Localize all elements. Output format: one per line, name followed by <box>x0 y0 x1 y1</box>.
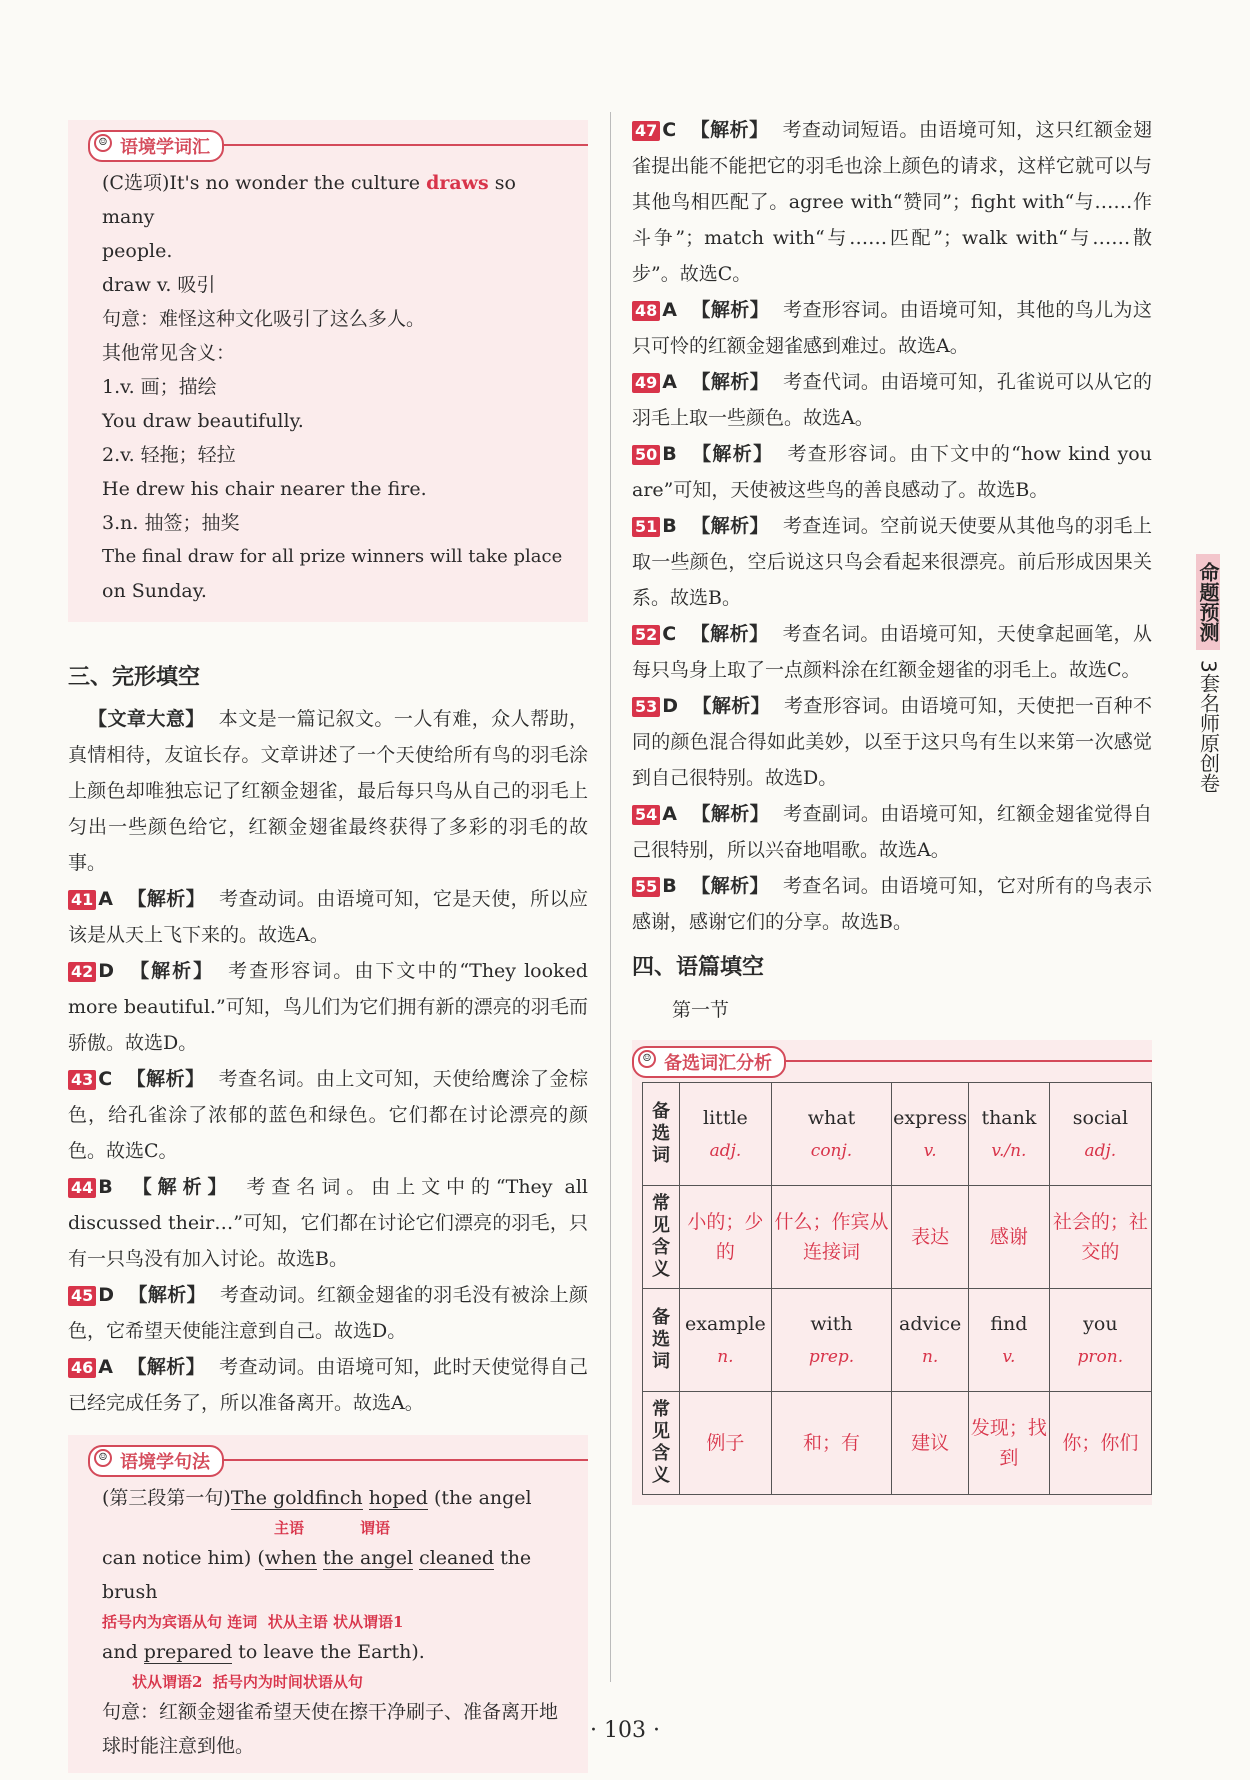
answer-item <box>68 1277 588 1349</box>
grammar-box-header <box>68 1445 574 1475</box>
vocab-line: draw v. 吸引 <box>102 274 216 296</box>
teacher-face-icon: ☺ <box>638 1050 656 1068</box>
answer-item <box>632 364 1152 436</box>
side-tab <box>1186 554 1230 803</box>
answer-letter: B <box>662 443 677 465</box>
analysis-text: 考查形容词。由下文中的“how kind you are”可知，天使被这些鸟的善良感动了。故选B。 <box>632 443 1152 501</box>
answer-letter: A <box>662 299 677 321</box>
meaning-cell: 发现；找到 <box>969 1392 1050 1495</box>
answer-item <box>632 436 1152 508</box>
analysis-text: 考查名词。由上文中的“They all discussed their…”可知，它们都在讨论它们漂亮的羽毛，只有一只鸟没有加入讨论。故选B。 <box>68 1176 588 1270</box>
row-label: 备选词 <box>643 1083 680 1186</box>
answer-letter: D <box>98 1284 115 1306</box>
meaning-cell: 社会的；社交的 <box>1049 1186 1151 1289</box>
analysis-text: 考查形容词。由下文中的“They looked more beautiful.”可知，鸟儿们为它们拥有新的漂亮的羽毛而骄傲。故选D。 <box>68 960 588 1054</box>
meaning-cell: 小的；少的 <box>680 1186 772 1289</box>
answer-item <box>68 1169 588 1277</box>
question-number: 46 <box>68 1358 96 1378</box>
answer-letter: D <box>662 695 679 717</box>
answer-letter: B <box>662 515 677 537</box>
question-number: 53 <box>632 697 660 717</box>
analysis-tag: 【解析】 <box>690 515 769 537</box>
question-number: 51 <box>632 517 660 537</box>
answer-letter: A <box>98 1356 113 1378</box>
grammar-meaning: 句意：红额金翅雀希望天使在擦干净刷子、准备离开地球时能注意到他。 <box>102 1701 559 1757</box>
analysis-tag: 【解析】 <box>692 695 770 717</box>
analysis-text: 考查形容词。由语境可知，天使把一百种不同的颜色混合得如此美妙，以至于这只鸟有生以来第一次感觉到自己很特别。故选D。 <box>632 695 1152 789</box>
grammar-anno-2: 括号内为宾语从句 连词 状从主语 状从谓语1 <box>102 1613 404 1631</box>
teacher-face-icon: ☺ <box>94 134 112 152</box>
question-number: 48 <box>632 301 660 321</box>
analysis-tag: 【解析】 <box>128 1284 206 1306</box>
table-row <box>643 1186 1152 1289</box>
analysis-tag: 【解析】 <box>690 803 770 825</box>
analysis-tag: 【解析】 <box>690 875 769 897</box>
vocab-line: 1.v. 画；描绘 <box>102 376 217 398</box>
meaning-cell: 表达 <box>892 1186 969 1289</box>
answer-item <box>68 881 588 953</box>
section-title-passage: 四、语篇填空 <box>632 955 765 980</box>
table-row <box>643 1392 1152 1495</box>
row-label: 常见含义 <box>643 1186 680 1289</box>
analysis-text: 考查名词。由语境可知，天使拿起画笔，从每只鸟身上取了一点颜料涂在红额金翅雀的羽毛上。故选C。 <box>632 623 1152 681</box>
answer-item <box>68 1061 588 1169</box>
grammar-line-3: and prepared to leave the Earth). <box>102 1641 425 1663</box>
vocab-box-title: 语境学词汇 <box>88 130 224 162</box>
analysis-tag: 【解析】 <box>690 623 769 645</box>
analysis-tag: 【解析】 <box>126 1176 233 1198</box>
vocab-line: You draw beautifully. <box>102 410 304 432</box>
answer-item <box>68 1349 588 1421</box>
question-number: 41 <box>68 890 96 910</box>
question-number: 43 <box>68 1070 96 1090</box>
analysis-text: 考查代词。由语境可知，孔雀说可以从它的羽毛上取一些颜色。故选A。 <box>632 371 1152 429</box>
answer-letter: C <box>662 623 677 645</box>
side-tab-top: 命题预测 <box>1196 554 1220 650</box>
vocab-line: (C选项)It's no wonder the culture draws so many <box>102 172 516 228</box>
analysis-tag: 【解析】 <box>126 888 206 910</box>
analysis-tag: 【解析】 <box>126 1356 206 1378</box>
answer-letter: D <box>98 960 115 982</box>
analysis-text: 考查副词。由语境可知，红额金翅雀觉得自己很特别，所以兴奋地唱歌。故选A。 <box>632 803 1152 861</box>
answer-letter: A <box>98 888 113 910</box>
meaning-cell: 你；你们 <box>1049 1392 1151 1495</box>
grammar-line-1: (第三段第一句)The goldfinch hoped (the angel <box>102 1487 532 1509</box>
answer-item <box>632 688 1152 796</box>
vocab-line: 3.n. 抽签；抽奖 <box>102 512 240 534</box>
summary-paragraph: 【文章大意】 本文是一篇记叙文。一人有难，众人帮助，真情相待，友谊长存。文章讲述了一个天使给所有鸟的羽毛涂上颜色却唯独忘记了红额金翅雀，最后每只鸟从自己的羽毛上匀出一些颜色给它，红额金翅雀最终获得了多彩的羽毛的故事。 <box>68 708 588 874</box>
subsection-title: 第一节 <box>672 999 730 1021</box>
vocab-line: The final draw for all prize winners will take place <box>102 546 563 567</box>
analysis-tag: 【解析】 <box>690 299 770 321</box>
grammar-anno-3: 状从谓语2 括号内为时间状语从句 <box>132 1673 363 1691</box>
grammar-box-title: 语境学句法 <box>88 1445 224 1477</box>
analysis-tag: 【解析】 <box>128 960 215 982</box>
meaning-cell: 和；有 <box>771 1392 891 1495</box>
answer-letter: A <box>662 803 677 825</box>
teacher-face-icon: ☺ <box>94 1449 112 1467</box>
column-divider <box>610 112 611 1682</box>
answer-item <box>632 292 1152 364</box>
answer-letter: A <box>662 371 677 393</box>
question-number: 50 <box>632 445 660 465</box>
word-analysis-title: 备选词汇分析 <box>632 1046 786 1078</box>
vocab-line: He drew his chair nearer the fire. <box>102 478 427 500</box>
row-label: 常见含义 <box>643 1392 680 1495</box>
word-cell: you pron. <box>1049 1289 1151 1392</box>
answer-item <box>68 953 588 1061</box>
analysis-text: 考查名词。由上文可知，天使给鹰涂了金棕色，给孔雀涂了浓郁的蓝色和绿色。它们都在讨论漂亮的颜色。故选C。 <box>68 1068 588 1162</box>
word-analysis-header <box>632 1046 1142 1076</box>
side-tab-bottom: 3套名师原创卷 <box>1196 660 1221 793</box>
table-row <box>643 1289 1152 1392</box>
meaning-cell: 建议 <box>892 1392 969 1495</box>
meaning-cell: 感谢 <box>969 1186 1050 1289</box>
grammar-anno-1: 主语 谓语 <box>274 1519 391 1537</box>
page-number: · 103 · <box>590 1718 660 1743</box>
word-cell: social adj. <box>1049 1083 1151 1186</box>
answer-item <box>632 112 1152 292</box>
question-number: 49 <box>632 373 660 393</box>
word-cell: with prep. <box>771 1289 891 1392</box>
vocab-box <box>68 120 588 622</box>
question-number: 44 <box>68 1178 96 1198</box>
left-column <box>68 120 588 1773</box>
analysis-tag: 【解析】 <box>126 1068 205 1090</box>
answer-item <box>632 796 1152 868</box>
analysis-text: 考查动词。由语境可知，此时天使觉得自己已经完成任务了，所以准备离开。故选A。 <box>68 1356 588 1414</box>
word-cell: what conj. <box>771 1083 891 1186</box>
vocab-line: 其他常见含义： <box>102 342 236 364</box>
vocab-table <box>642 1082 1152 1495</box>
answer-letter: B <box>98 1176 113 1198</box>
row-label: 备选词 <box>643 1289 680 1392</box>
meaning-cell: 什么；作宾从连接词 <box>771 1186 891 1289</box>
word-cell: express v. <box>892 1083 969 1186</box>
vocab-line: 2.v. 轻拖；轻拉 <box>102 444 236 466</box>
analysis-tag: 【解析】 <box>690 443 774 465</box>
answer-item <box>632 868 1152 940</box>
question-number: 45 <box>68 1286 96 1306</box>
question-number: 55 <box>632 877 660 897</box>
vocab-line: 句意：难怪这种文化吸引了这么多人。 <box>102 308 426 330</box>
vocab-line: on Sunday. <box>102 580 207 602</box>
word-analysis-box <box>632 1040 1152 1505</box>
answer-item <box>632 616 1152 688</box>
analysis-tag: 【解析】 <box>690 119 769 141</box>
answer-letter: C <box>98 1068 113 1090</box>
word-cell: find v. <box>969 1289 1050 1392</box>
word-cell: advice n. <box>892 1289 969 1392</box>
section-title-cloze: 三、完形填空 <box>68 665 201 690</box>
analysis-text: 考查形容词。由语境可知，其他的鸟儿为这只可怜的红额金翅雀感到难过。故选A。 <box>632 299 1152 357</box>
vocab-line: people. <box>102 240 173 262</box>
answer-list-right <box>632 112 1152 940</box>
question-number: 52 <box>632 625 660 645</box>
word-cell: example n. <box>680 1289 772 1392</box>
word-cell: thank v./n. <box>969 1083 1050 1186</box>
table-row <box>643 1083 1152 1186</box>
answer-letter: C <box>662 119 677 141</box>
analysis-tag: 【解析】 <box>690 371 770 393</box>
answer-list-left <box>68 881 588 1421</box>
analysis-text: 考查名词。由语境可知，它对所有的鸟表示感谢，感谢它们的分享。故选B。 <box>632 875 1152 933</box>
question-number: 54 <box>632 805 660 825</box>
question-number: 47 <box>632 121 660 141</box>
question-number: 42 <box>68 962 96 982</box>
analysis-text: 考查动词。由语境可知，它是天使，所以应该是从天上飞下来的。故选A。 <box>68 888 588 946</box>
answer-item <box>632 508 1152 616</box>
meaning-cell: 例子 <box>680 1392 772 1495</box>
right-column <box>632 112 1152 1505</box>
analysis-text: 考查连词。空前说天使要从其他鸟的羽毛上取一些颜色，空后说这只鸟会看起来很漂亮。前后形成因果关系。故选B。 <box>632 515 1152 609</box>
vocab-box-header <box>68 130 574 160</box>
answer-letter: B <box>662 875 677 897</box>
analysis-text: 考查动词。红额金翅雀的羽毛没有被涂上颜色，它希望天使能注意到自己。故选D。 <box>68 1284 588 1342</box>
grammar-line-2: can notice him) (when the angel cleaned the brush <box>102 1547 532 1603</box>
word-cell: little adj. <box>680 1083 772 1186</box>
analysis-text: 考查动词短语。由语境可知，这只红额金翅雀提出能不能把它的羽毛也涂上颜色的请求，这样它就可以与其他鸟相匹配了。agree with“赞同”；fight with“与……作斗争”；match with“与……匹配”；walk with“与……散步”。故选C。 <box>632 119 1152 285</box>
